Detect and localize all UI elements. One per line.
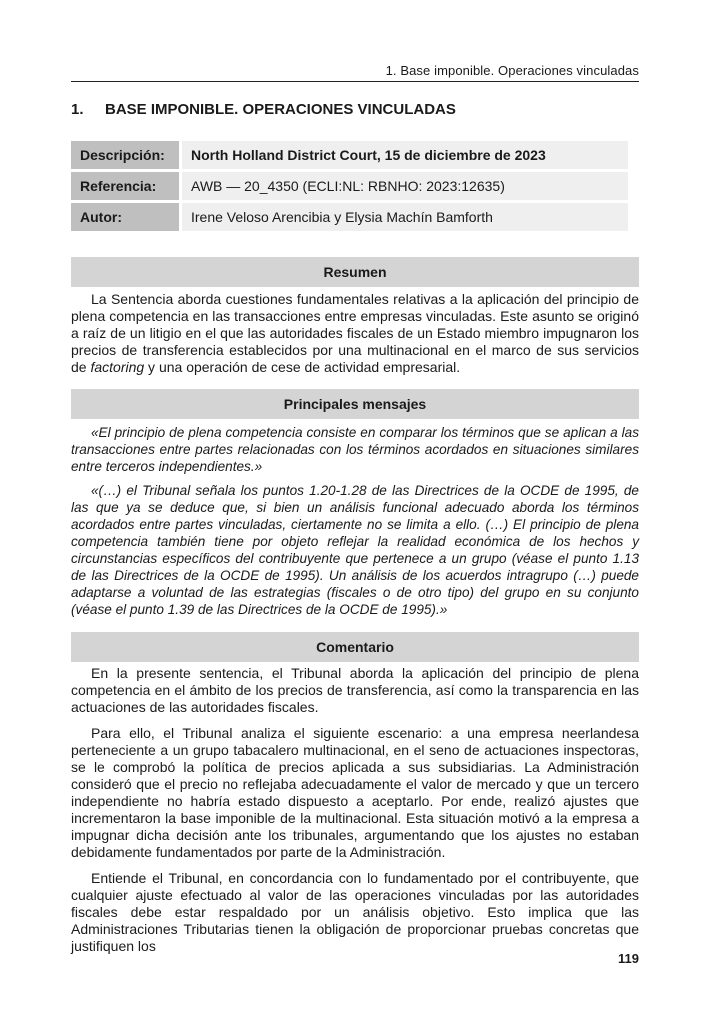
- running-head: 1. Base imponible. Operaciones vinculadas: [71, 63, 639, 82]
- comentario-paragraph-1: En la presente sentencia, el Tribunal aborda la aplicación del principio de plena competencia en el ámbito de los precios de transferencia, así como la transparencia en las actuaciones de las autoridades fiscales.: [71, 665, 639, 715]
- resumen-paragraph: [71, 291, 639, 376]
- section-number: 1.: [71, 101, 84, 118]
- metadata-row-description: [71, 141, 628, 169]
- metadata-row-author: [71, 203, 628, 231]
- mensajes-heading: Principales mensajes: [71, 389, 639, 419]
- metadata-label: Referencia:: [71, 172, 182, 200]
- metadata-value: North Holland District Court, 15 de diciembre de 2023: [182, 141, 628, 169]
- resumen-heading: Resumen: [71, 257, 639, 287]
- metadata-row-reference: [71, 172, 628, 200]
- metadata-value: Irene Veloso Arencibia y Elysia Machín Bamforth: [182, 203, 628, 231]
- comentario-paragraph-2: Para ello, el Tribunal analiza el siguiente escenario: a una empresa neerlandesa perteneciente a un grupo tabacalero multinacional, en el seno de actuaciones inspectoras, se le comprobó la política de precios aplicada a sus subsidiarias. La Administración consideró que el precio no reflejaba adecuadamente el valor de mercado y que un tercero independiente no habría estado dispuesto a aceptarlo. Por ende, realizó ajustes que incrementaron la base imponible de la multinacional. Esta situación motivó a la empresa a impugnar dicha decisión ante los tribunales, argumentando que los ajustes no estaban debidamente fundamentados por parte de la Administración.: [71, 725, 639, 860]
- resumen-text-1: La Sentencia aborda cuestiones fundamentales relativas a la aplicación del principio de plena competencia en las transacciones entre empresas vinculadas. Este asunto se originó a raíz de un litigio en el que las autoridades fiscales de un Estado miembro impugnaron los precios de transferencia establecidos por una multinacional en el marco de sus servicios de: [71, 291, 639, 375]
- comentario-paragraph-3: Entiende el Tribunal, en concordancia con lo fundamentado por el contribuyente, que cualquier ajuste efectuado al valor de las operaciones vinculadas por las autoridades fiscales debe estar respaldado por un análisis objetivo. Esto implica que las Administraciones Tributarias tienen la obligación de proporcionar pruebas concretas que justifiquen los: [71, 870, 639, 954]
- resumen-text-em: factoring: [90, 359, 145, 375]
- page-number: 119: [618, 951, 639, 966]
- metadata-value: AWB — 20_4350 (ECLI:NL: RBNHO: 2023:12635): [182, 172, 628, 200]
- quote-1: «El principio de plena competencia consiste en comparar los términos que se aplican a las transacciones entre partes relacionadas con los términos acordados en situaciones similares entre terceros independientes.»: [71, 424, 639, 474]
- metadata-label: Descripción:: [71, 141, 182, 169]
- section-title: [71, 101, 639, 118]
- resumen-text-2: y una operación de cese de actividad empresarial.: [144, 359, 461, 375]
- metadata-label: Autor:: [71, 203, 182, 231]
- metadata-table: [71, 138, 628, 234]
- comentario-heading: Comentario: [71, 632, 639, 662]
- section-title-text: BASE IMPONIBLE. OPERACIONES VINCULADAS: [105, 101, 456, 118]
- quote-2: «(…) el Tribunal señala los puntos 1.20-1.28 de las Directrices de la OCDE de 1995, de las que ya se deduce que, si bien un análisis funcional adecuado aborda los términos acordados entre partes vinculadas, ciertamente no se limita a ello. (…) El principio de plena competencia también tiene por objeto reflejar la realidad económica de los hechos y circunstancias específicos del contribuyente que pertenece a un grupo (véase el punto 1.13 de las Directrices de la OCDE de 1995). Un análisis de los acuerdos intragrupo (…) puede adaptarse a voluntad de las estrategias (fiscales o de otro tipo) del grupo en su conjunto (véase el punto 1.39 de las Directrices de la OCDE de 1995).»: [71, 482, 639, 617]
